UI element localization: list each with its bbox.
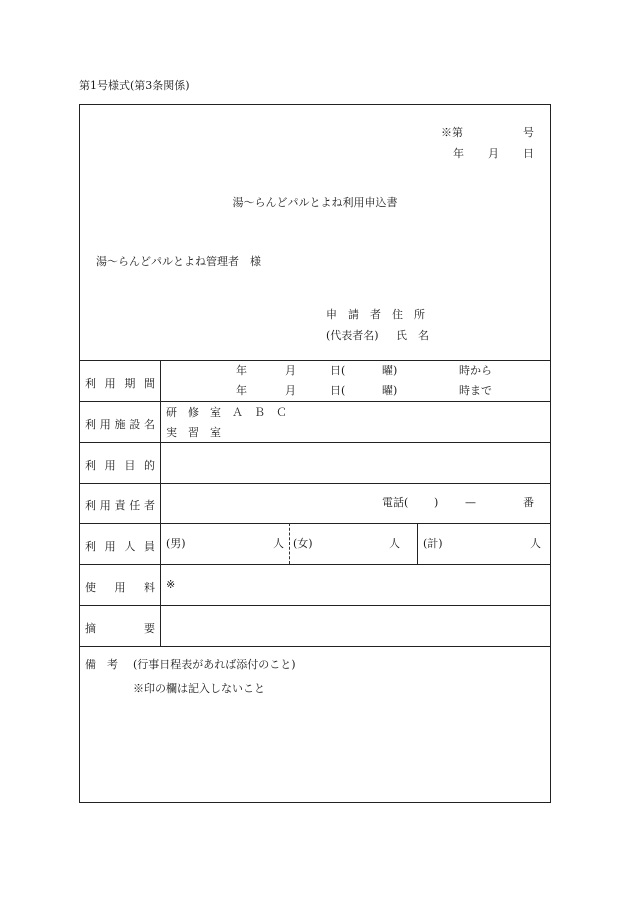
facility-label: 利 用 施 設 名 bbox=[85, 418, 155, 431]
row-divider bbox=[79, 483, 551, 484]
people-female: (女) bbox=[293, 537, 313, 550]
summary-label: 摘 要 bbox=[85, 622, 155, 635]
people-divider-dashed bbox=[289, 523, 290, 564]
period-start-year: 年 bbox=[236, 364, 247, 377]
applicant-name-prefix: (代表者名) bbox=[326, 329, 379, 342]
remarks-note-asterisk: ※印の欄は記入しないこと bbox=[133, 682, 265, 695]
period-end-weekday: 曜) bbox=[382, 384, 398, 397]
period-end-day: 日( bbox=[330, 384, 346, 397]
row-divider bbox=[79, 605, 551, 606]
phone-close: ) bbox=[434, 496, 439, 509]
people-female-unit: 人 bbox=[389, 537, 400, 550]
remarks-label: 備 考 bbox=[85, 658, 118, 671]
period-end-year: 年 bbox=[236, 384, 247, 397]
people-total: (計) bbox=[423, 537, 443, 550]
facility-option-practice-room: 実 習 室 bbox=[166, 426, 221, 439]
purpose-label: 利 用 目 的 bbox=[85, 459, 155, 472]
addressee: 湯〜らんどパルとよね管理者 様 bbox=[96, 255, 261, 268]
fee-label: 使 用 料 bbox=[85, 581, 155, 594]
fee-value: ※ bbox=[166, 578, 176, 591]
period-start-day: 日( bbox=[330, 364, 346, 377]
phone-label: 電話( bbox=[382, 496, 409, 509]
row-divider bbox=[79, 646, 551, 647]
period-label: 利 用 期 間 bbox=[85, 377, 155, 390]
form-number: 第1号様式(第3条関係) bbox=[79, 79, 190, 92]
row-divider bbox=[79, 360, 551, 361]
date-month: 月 bbox=[488, 147, 499, 160]
label-column-divider bbox=[160, 360, 161, 646]
row-divider bbox=[79, 442, 551, 443]
period-from: 時から bbox=[459, 364, 492, 377]
row-divider bbox=[79, 564, 551, 565]
date-year: 年 bbox=[453, 147, 464, 160]
remarks-note-attachment: (行事日程表があれば添付のこと) bbox=[133, 658, 296, 671]
responsible-label: 利 用 責 任 者 bbox=[85, 499, 155, 512]
facility-option-seminar-rooms: 研 修 室 Ａ Ｂ Ｃ bbox=[166, 406, 287, 419]
document-title: 湯〜らんどパルとよね利用申込書 bbox=[232, 196, 398, 209]
people-label: 利 用 人 員 bbox=[85, 540, 155, 553]
row-divider bbox=[79, 523, 551, 524]
people-total-unit: 人 bbox=[530, 537, 541, 550]
phone-suffix: 番 bbox=[523, 496, 534, 509]
people-male: (男) bbox=[166, 537, 186, 550]
phone-dash: — bbox=[465, 496, 476, 509]
people-male-unit: 人 bbox=[273, 537, 284, 550]
reception-number-suffix: 号 bbox=[523, 126, 534, 139]
people-divider bbox=[417, 523, 418, 564]
reception-number-prefix: ※第 bbox=[441, 126, 463, 139]
applicant-name-label: 氏 名 bbox=[396, 329, 429, 342]
applicant-address-label: 申 請 者 住 所 bbox=[326, 308, 425, 321]
date-day: 日 bbox=[523, 147, 534, 160]
period-end-month: 月 bbox=[285, 384, 296, 397]
row-divider bbox=[79, 401, 551, 402]
period-start-month: 月 bbox=[285, 364, 296, 377]
period-start-weekday: 曜) bbox=[382, 364, 398, 377]
period-until: 時まで bbox=[459, 384, 492, 397]
